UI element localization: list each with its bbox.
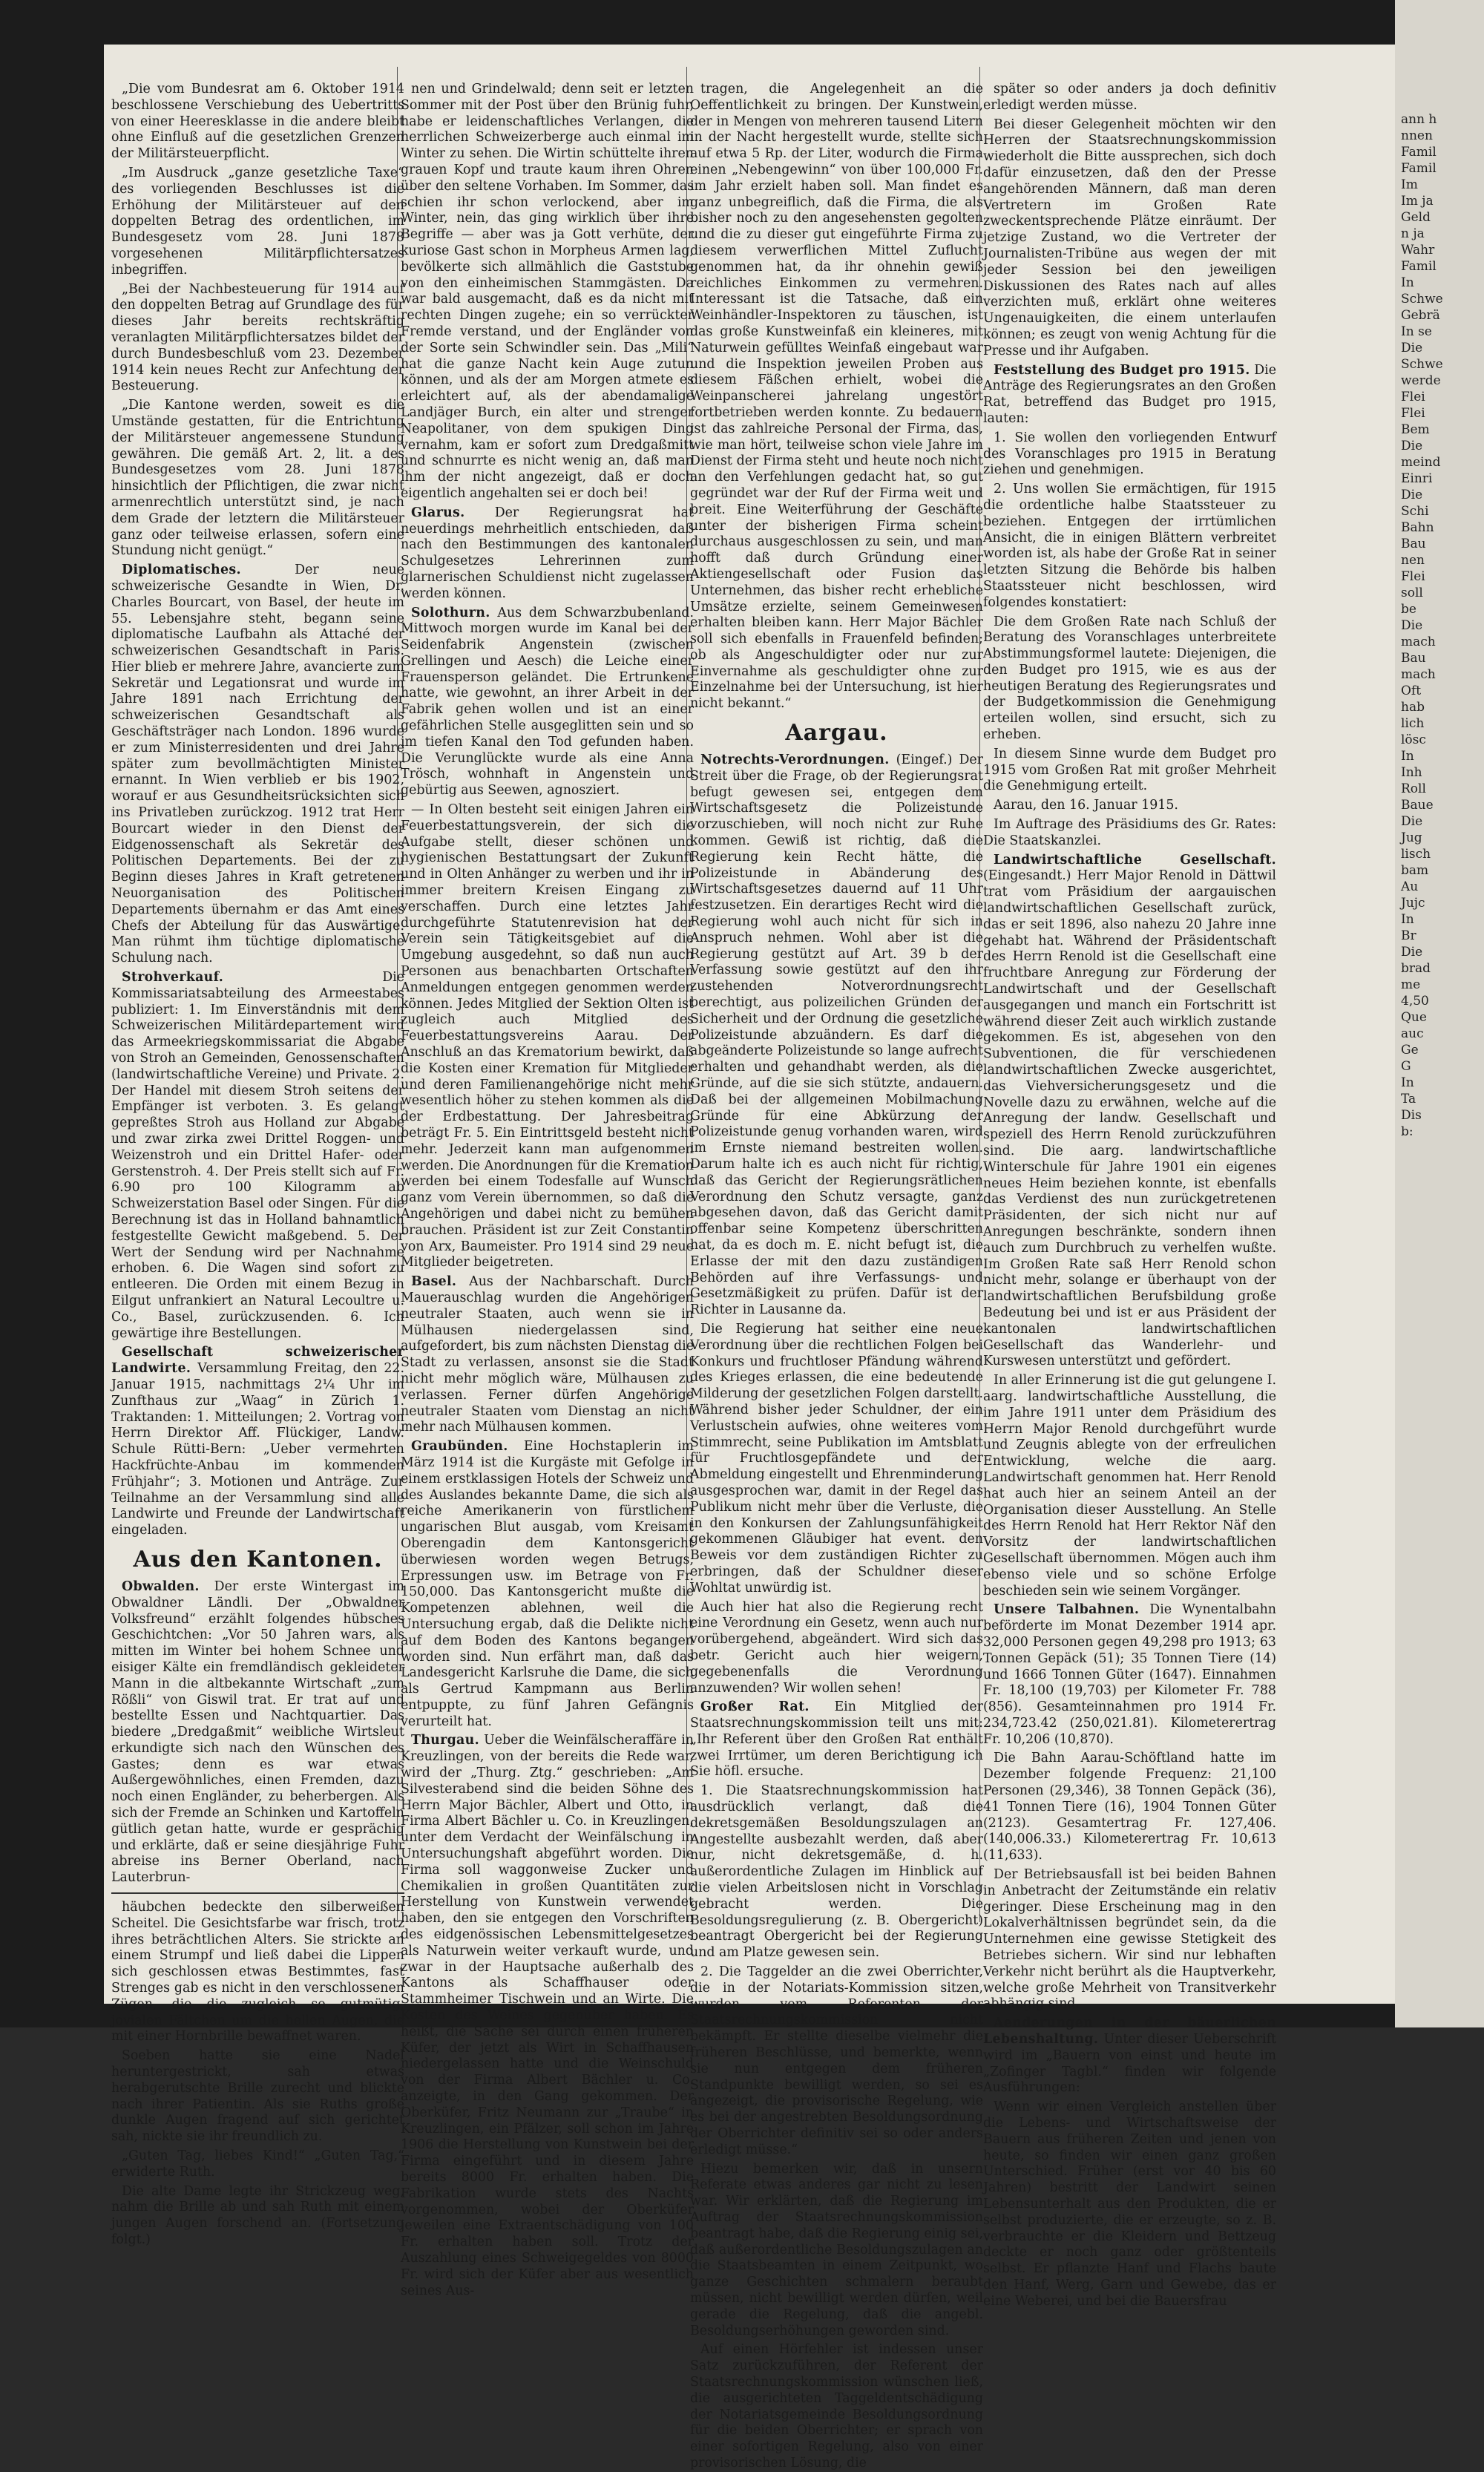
article-heading: Unsere Talbahnen. [994,1602,1140,1618]
article-heading: Solothurn. [411,605,490,620]
article [983,363,1276,427]
article-text: Unter dieser Ueberschrift wird im „Bauern von einst und heute im „Zofinger Tagbl.“ finden wir folgende Ausführungen: [983,2032,1277,2096]
article-heading: Diplomatisches. [122,563,241,578]
article [111,970,404,1342]
article-text: Die Wynentalbahn beförderte im Monat Dezember 1914 apr. 32,000 Personen gegen 49,298 pro 1913; 63 Tonnen Gepäck (51); 35 Tonnen Tiere (14) und 1666 Tonnen Güter (1647). Einnahmen Fr. 18,100 (19,703) per Kilometer Fr. 788 (856). Gesamteinnahmen pro 1914 Fr. 234,723.42 (250,021.81). Kilometerertrag Fr. 10,206 (10,870). [983,1602,1276,1747]
article-text: (Eingesandt.) Herr Major Renold in Dättwil trat vom Präsidium der aargauischen landwirtschaftlichen Gesellschaft zurück, das er seit 1896, also nahezu 20 Jahre inne gehabt hat. Während der Präsidentschaft des Herrn Renold ist die Gesellschaft eine fruchtbare Anregung zur Förderung der Landwirtschaft und der Gesellschaft ausgegangen und manch ein Fortschritt ist während dieser Zeit auch wirklich zustande gekommen. Es ist, abgesehen von den Subventionen, die für verschiedenen landwirtschaftlichen Zwecke ausgerichtet, das Viehversicherungsgesetz und die Novelle dazu zu erwähnen, welche auf die Anregung der landw. Gesellschaft und speziell des Herrn Renold zurückzuführen sind. Die aarg. landwirtschaftliche Winterschule für Jahre 1901 ein eigenes neues Heim beziehen konnte, ist ebenfalls das Verdienst des nun zurückgetretenen Präsidenten, der sich nicht nur auf Anregungen beschränkte, sondern ihnen auch zum Durchbruch zu verhelfen wußte. Im Großen Rate saß Herr Renold schon nicht mehr, solange er überhaupt von der landwirtschaftlichen Berufsbildung große Bedeutung bei und ist er aus Präsident der kantonalen landwirtschaftlichen Gesellschaft das Wanderlehr- und Kurswesen unterstützt und gefördert. [983,868,1276,1369]
paragraph: „Die vom Bundesrat am 6. Oktober 1914 beschlossene Verschiebung des Uebertritts von einer Heeresklasse in die andere bleibt ohne Einfluß auf die gesetzlichen Grenzen der Militärsteuerpflicht. [111,82,404,162]
column-1 [111,82,405,2247]
article-text: Der neue schweizerische Gesandte in Wien, Dr. Charles Bourcart, von Basel, der heute im 55. Lebensjahre steht, begann seine diplomatische Laufbahn als Attaché der schweizerischen Gesandtschaft in Paris. Hier blieb er mehrere Jahre, avancierte zum Sekretär und Legationsrat und wurde im Jahre 1891 nach Errichtung der schweizerischen Gesandtschaft als Geschäftsträger nach London. 1896 wurde er zum Ministerresidenten und drei Jahre später zum bevollmächtigten Minister ernannt. In Wien verblieb er bis 1902, worauf er aus Gesundheitsrücksichten sich ins Privatleben zurückzog. 1912 trat Herr Bourcart wieder in den Dienst der Eidgenossenschaft als Sekretär des Politischen Departements. Bei der zu Beginn dieses Jahres in Kraft getretenen Neuorganisation des Politischen Departements übernahm er das Amt eines Chefs der Abteilung für das Auswärtige. Man rühmt ihm tüchtige diplomatische Schulung nach. [111,563,405,966]
article-text: Die Kommissariatsabteilung des Armeestabes publiziert: 1. Im Einverständnis mit dem Schweizerischen Militärdepartement wird das Armeekriegskommissariat die Abgabe von Stroh an Gemeinden, Genossenschaften (landwirtschaftliche Vereine) und Private. 2. Der Handel mit diesem Stroh seitens der Empfänger ist verboten. 3. Es gelangt gepreßtes Stroh aus Holland zur Abgabe und zwar zirka zwei Drittel Roggen- und Weizenstroh und ein Drittel Hafer- oder Gerstenstroh. 4. Der Preis stellt sich auf Fr. 6.90 pro 100 Kilogramm ab Schweizerstation Basel oder Singen. Für die Berechnung ist das in Holland bahnamtlich festgestellte Gewicht maßgebend. 5. Der Wert der Sendung wird per Nachnahme erhoben. 6. Die Wagen sind sofort zu entleeren. Die Orden mit einem Bezug in Eilgut unfrankiert an Natural Lecoultre u. Co., Basel, zurückzusenden. 6. Ich gewärtige ihre Bestellungen. [111,970,404,1341]
paragraph: Die Bahn Aarau-Schöftland hatte im Dezember folgende Frequenz: 21,100 Personen (29,346), 38 Tonnen Gepäck (36), 41 Tonnen Tiere (16), 1904 Tonnen Güter (2123). Gesamtertrag Fr. 127,406. (140,006.33.) Kilometerertrag Fr. 10,613 (11,633). [983,1751,1276,1863]
dateline: Aarau, den 16. Januar 1915. [994,798,1178,813]
article-text: Die Anträge des Regierungsrates an den Großen Rat, betreffend das Budget pro 1915, lauten: [983,362,1276,426]
paragraph: Hiezu bemerken wir, daß in unsern Referate etwas anderes gar nicht zu lesen war. Wir erklärten, daß die Regierung im Auftrag der Staatsrechnungskommission beantragt habe, daß die Regierung einig sei, daß außerordentliche Besoldungszulagen an die Staatsbeamten in einem Zeitpunkt, wo ganze Geschichten schmalern beraubt müssen, nicht bewilligt werden dürfen, weil gerade die Regelung, daß die angebl. Besoldungserhöhungen geworden sind. [690,2161,983,2338]
article-text: Ueber die Weinfälscheraffäre in Kreuzlingen, von der bereits die Rede war, wird der „Thurg. Ztg.“ geschrieben: „Am Silvesterabend sind die beiden Söhne des Herrn Major Bächler, Albert und Otto, in Firma Albert Bächler u. Co. in Kreuzlingen, unter dem Verdacht der Weinfälschung in Untersuchungshaft abgeführt worden. Die Firma soll waggonweise Zucker und Chemikalien in großen Quantitäten zur Herstellung von Kunstwein verwendet haben, den sie entgegen den Vorschriften des eidgenössischen Lebensmittelgesetzes als Naturwein weiter verkauft wurde, und zwar in der Hauptsache außerhalb des Kantons als Schaffhauser oder Stammheimer Tischwein und an Wirte. Die Kosten des Weines gegenüber haben. Es heißt, die Sache sei durch einen früheren Küfer, der jetzt als Wirt in Schaffhausen niedergelassen hatte und die Weinschuld von der Firma Albert Bächler u. Co. anzeigte, in den Gang gekommen. Der Oberküfer, Fritz Neumann zur „Traube“ in Kreuzlingen, ein Pfälzer, soll schon im Jahre 1906 die Herstellung von Kunstwein bei der Firma eingeführt und in diesem Jahre bereits 8000 Fr. erhalten haben. Die Fabrikation wurde stets des Nachts vorgenommen, wobei der Oberküfer jeweilen eine Extraentschädigung von 100 Fr. erhalten haben soll. Trotz der Auszahlung eines Schweigegeldes von 8000 Fr. wird sich der Küfer aber aus wesentlich seines Aus- [401,1733,695,2298]
article [111,1579,404,1886]
paragraph: Die Regierung hat seither eine neue Verordnung über die rechtlichen Folgen bei Konkurs und fruchtloser Pfändung während des Krieges erlassen, die eine bedeutende Milderung der gesetzlichen Folgen darstellt. Während bisher jeder Schuldner, der ein Verlustschein aufwies, ohne weiteres vom Stimmrecht, seine Publikation im Amtsblatt für Fruchtlosgepfändete und der Abmeldung eingestellt und Ehrenminderung ausgesprochen war, damit in der Regel das Publikum nicht mehr über die Verluste, die in den Konkursen der Zahlungsunfähigkeit gekommenen Gläubiger hat event. den Beweis vor dem zuständigen Richter zu erbringen, daß der Schuldner dieser Wohltat unwürdig ist. [690,1321,983,1596]
paragraph: „Bei der Nachbesteuerung für 1914 auf den doppelten Betrag auf Grundlage des für dieses Jahr bereits rechtskräftig veranlagten Militärpflichtersatzes bildet der durch Bundesbeschluß vom 23. Dezember 1914 kein neues Recht zur Anfechtung der Besteuerung. [111,281,404,394]
column-2 [401,82,695,2298]
paragraph: Auch hier hat also die Regierung recht eine Verordnung ein Gesetz, wenn auch nur vorübergehend, abgeändert. Wird sich das betr. Gericht auch hier weigern, gegebenenfalls die Verordnung anzuwenden? Wir wollen sehen! [690,1599,983,1696]
article-text: Aus dem Schwarzbubenland. Mittwoch morgen wurde im Kanal bei der Seidenfabrik Angenstein (zwischen Grellingen und Aesch) die Leiche einer Frauensperson geländet. Die Ertrunkene hatte, wie gewohnt, an ihrer Arbeit in der Fabrik gehen wollen und ist an einer gefährlichen Stelle ausgeglitten sein und so im tiefen Kanal den Tod gefunden haben. Die Verunglückte wurde als eine Anna Trösch, wohnhaft in Angenstein und gebürtig aus Seewen, agnosziert. [401,605,694,799]
article-heading: Strohverkauf. [122,970,224,986]
feuilleton-paragraph: häubchen bedeckte den silberweißen Scheitel. Die Gesichtsfarbe war frisch, trotz ihres beträchtlichen Alters. Sie strickte an einem Strumpf und ließ dabei die Lippen sich geschlossen etwas Bestimmtes, fast Strenges gab es nicht in den verschlossenen Zügen, die die zugleich so gutmütig, jovialen Fältchen um die hellen Augen, die mit einer Hornbrille bewaffnet waren. [111,1900,404,2045]
paragraph: — In Olten besteht seit einigen Jahren ein Feuerbestattungsverein, der sich die Aufgabe stellt, dieser schönen und hygienischen Bestattungsart der Zukunft und in Olten Anhänger zu werben und ihr in immer breitern Kreisen Eingang zu verschaffen. Durch eine letztes Jahr durchgeführte Statutenrevision hat der Verein sein Tätigkeitsgebiet auf die Umgebung ausgedehnt, so daß nun auch Personen aus benachbarten Ortschaften Anmeldungen entgegen genommen werden können. Jedes Mitglied der Sektion Olten ist zugleich auch Mitglied des Feuerbestattungsvereins Aarau. Der Anschluß an das Krematorium bewirkt, daß die Kosten einer Kremation für Mitglieder und deren Familienangehörige nicht mehr wesentlich höher zu stehen kommen als die der Erdbestattung. Der Jahresbeitrag beträgt Fr. 5. Ein Eintrittsgeld besteht nicht mehr. Jederzeit kann man aufgenommen werden. Die Anordnungen für die Kremation werden bei einem Todesfalle auf Wunsch ganz vom Verein übernommen, so daß die Angehörigen und dabei nicht zu bemühen brauchen. Präsident ist zur Zeit Constantin von Arx, Baumeister. Pro 1914 sind 29 neue Mitglieder beigetreten. [401,802,694,1271]
article [401,505,694,603]
article-heading: Großer Rat. [700,1699,810,1715]
paragraph: 1. Sie wollen den vorliegenden Entwurf des Voranschlages pro 1915 in Beratung ziehen und genehmigen. [983,430,1276,478]
article-text: Der Regierungsrat hat neuerdings mehrheitlich entschieden, daß nach den Bestimmungen des kantonalen Schulgesetzes Lehrerinnen zum glarnerischen Schuldienst nicht zugelassen werden können. [401,505,694,601]
article-text: Versammlung Freitag, den 22. Januar 1915, nachmittags 2¼ Uhr im Zunfthaus zur „Waag“ in Zürich 1. Traktanden: 1. Mitteilungen; 2. Vortrag von Herrn Direktor Aff. Flückiger, Landw. Schule Rütti-Bern: „Ueber vermehrten Hackfrüchte-Anbau im kommenden Frühjahr“; 3. Motionen und Anträge. Zur Teilnahme an der Versammlung sind alle Landwirte und Freunde der Landwirtschaft eingeladen. [111,1361,405,1538]
article [111,1345,404,1539]
article [111,563,404,967]
article-text: Aus der Nachbarschaft. Durch Mauerauschlag wurden die Angehörigen neutraler Staaten, auch wenn sie in Mülhausen niedergelassen sind, aufgefordert, bis zum nächsten Dienstag die Stadt zu verlassen, ansonst sie die Stadt nicht mehr möglich wäre, Mülhausen zu verlassen. Ferner dürfen Angehörige neutraler Staaten vom Dienstag an nicht mehr nach Mülhausen kommen. [401,1274,694,1435]
column-4 [983,82,1277,2309]
article [401,1439,694,1730]
paragraph: Die dem Großen Rate nach Schluß der Beratung des Voranschlages unterbreitete Abstimmungsformel lautete: Diejenigen, die den Budget pro 1915, wie es aus der heutigen Beratung des Regierungsrates und der Budgetkommission die Genehmigung erteilen wollen, sind ersucht, sich zu erheben. [983,614,1276,743]
article-text: (Eingef.) Der Streit über die Frage, ob der Regierungsrat befugt gewesen sei, entgegen dem Wirtschaftsgesetz die Polizeistunde vorzuschieben, will noch nicht zur Ruhe kommen. Gewiß ist richtig, daß die Regierung kein Recht hätte, die Polizeistunde in Abänderung des Wirtschaftsgesetzes dauernd auf 11 Uhr festzusetzen. Ein derartiges Recht wird die Regierung wohl auch nicht für sich in Anspruch nehmen. Wohl aber ist die Regierung gestützt auf Art. 39 b der Verfassung sowie gestützt auf den ihr zustehenden Notverordnungsrecht berechtigt, aus polizeilichen Gründen der Sicherheit und der Ordnung die gesetzliche Polizeistunde abzuändern. Es darf die abgeänderte Polizeistunde so lange aufrecht erhalten und gehandhabt werden, als die Gründe, auf die sie sich stützte, andauern. Daß bei der allgemeinen Mobilmachung Gründe für eine Abkürzung der Polizeistunde genug vorhanden waren, wird im Ernste niemand bestreiten wollen. Darum halte ich es auch nicht für richtig, daß das Gericht der Regierungsrätlichen Verordnung den Schutz versagte, ganz abgesehen davon, daß das Gericht damit offenbar seine Kompetenz überschritten hat, da es doch m. E. nicht befugt ist, die Erlasse der mit den dazu zuständigen Behörden auf ihre Verfassungs- und Gesetzmäßigkeit zu prüfen. Dafür ist der Richter in Lausanne da. [690,753,983,1318]
feuilleton-paragraph: „Guten Tag, liebes Kind!“ „Guten Tag,“ erwiderte Ruth. [111,2148,404,2180]
paragraph: 1. Die Staatsrechnungskommission hat ausdrücklich verlangt, daß die dekretsgemäßen Besoldungszulagen an Angestellte ausbezahlt werden, daß aber nur, nicht dekretsgemäße, d. h. außerordentliche Zulagen im Hinblick auf die vielen Arbeitslosen nicht in Vorschlag gebracht werden. Die Besoldungsregulierung (z. B. Obergericht) beantragt Obergericht bei der Regierung und am Platze gewesen sein. [690,1783,983,1961]
paragraph: „Die Kantone werden, soweit es die Umstände gestatten, für die Entrichtung der Militärsteuer angemessene Stundung gewähren. Die gemäß Art. 2, lit. a des Bundesgesetzes vom 28. Juni 1878 hinsichtlich der Pflichtigen, die zwar nicht armenrechtlich unterstützt sind, je nach dem Grade der letztern die Militärsteuer ganz oder teilweise erlassen, sofern eine Stundung nicht genügt.“ [111,398,404,559]
article [401,606,694,800]
article-heading: Aenderungen in der bäuerlichen Lebenshaltung. [983,2016,1276,2048]
paragraph: In aller Erinnerung ist die gut gelungene I. aarg. landwirtschaftliche Ausstellung, die im Jahre 1911 unter dem Präsidium des Herrn Major Renold durchgeführt wurde und Zeugnis ablegte von der erfreulichen Entwicklung, welche die aarg. Landwirtschaft genommen hat. Herr Renold hat auch hier an seinem Anteil an der Organisation dieser Ausstellung. An Stelle des Herrn Renold hat Herr Rektor Näf den Vorsitz der landwirtschaftlichen Gesellschaft übernommen. Mögen auch ihm ebenso viele und so schöne Erfolge beschieden sein wie seinem Vorgänger. [983,1373,1276,1599]
article-heading: Graubünden. [411,1439,508,1455]
paragraph: Bei dieser Gelegenheit möchten wir den Herren der Staatsrechnungskommission wiederholt die Bitte aussprechen, sich doch dafür einzusetzen, daß den der Presse angehörenden Männern, daß man deren Vertretern im Großen Rate zweckentsprechende Plätze einräumt. Der jetzige Zustand, wo die Vertreter der Journalisten-Tribüne aus wegen der mit jeder Session bei den jeweiligen Diskussionen des Rates nach auf alles verzichten muß, erklärt ohne weiteres Ungenauigkeiten, die einem unterlaufen können; es zeugt von wenig Achtung für die Presse und ihr Aufgaben. [983,117,1276,358]
article-heading: Obwalden. [122,1578,200,1594]
feuilleton-paragraph: Die alte Dame legte ihr Strickzeug weg, nahm die Brille ab und sah Ruth mit einem jungen Augen forschend an. (Fortsetzung folgt.) [111,2183,404,2247]
article [690,1699,983,1780]
signature-line: Im Auftrage des Präsidiums des Gr. Rates: Die Staatskanzlei. [983,817,1276,848]
article [983,2016,1276,2096]
paragraph: 2. Uns wollen Sie ermächtigen, für 1915 die ordentliche halbe Staatssteuer zu beziehen. Entgegen der irrtümlichen Ansicht, die in einigen Blättern verbreitet worden ist, als habe der Große Rat in seiner letzten Sitzung die Behörde bis halben Staatssteuer nicht beschlossen, wird folgendes konstatiert: [983,482,1276,610]
article-heading: Notrechts-Verordnungen. [700,753,890,768]
paragraph: Auf einen Hörfehler ist indessen unser Satz zurückzuführen, der Referent der Staatsrechnungskommission wünschen ließ, die ausgerichteten Taggeldentschädigung der Notariatsgemeinde Besoldungsordnung für die beiden Oberrichter; er sprach von einer sofortigen Regelung, also von einer provisorischen Lösung, die [690,2342,983,2471]
article-heading: Thurgau. [411,1733,479,1748]
article [983,1602,1276,1748]
paragraph: Der Betriebsausfall ist bei beiden Bahnen in Anbetracht der Zeitumstände ein relativ geringer. Diese Erscheinung mag in den Lokalverhältnissen begründet sein, da die Unternehmen eine gewisse Stetigkeit des Betriebes sichern. Wir sind nur lebhaften Verkehr nicht berührt als die Hauptverkehr, welche große Mehrheit von Transitverkehr abhängig sind. [983,1867,1276,2012]
section-heading: Aus den Kantonen. [133,1546,383,1573]
divider [111,1892,404,1894]
article-text: Eine Hochstaplerin im März 1914 ist die Kurgäste mit Gefolge in einem erstklassigen Hotels der Schweiz und des Auslandes bekannte Dame, die sich als reiche Amerikanerin von fürstlichem ungarischen Blut ausgab, vom Kreisamt Oberengadin dem Kantonsgericht überwiesen worden wegen Betrugs, Erpressungen usw. im Betrage von Fr. 150,000. Das Kantonsgericht mußte die Kompetenzen ablehnen, weil die Untersuchung ergab, daß die Delikte nicht auf dem Boden des Kantons begangen worden sind. Nun erfährt man, daß das Landesgericht Karlsruhe die Dame, die sich als Gertrud Kampmann aus Berlin entpuppte, zu fünf Jahren Gefängnis verurteilt hat. [401,1439,695,1729]
paragraph: nen und Grindelwald; denn seit er letzten Sommer mit der Post über den Brünig fuhr, habe er leidenschaftliches Verlangen, die herrlichen Schweizerberge auch einmal im Winter zu sehen. Die Wirtin schüttelte ihren grauen Kopf und traute kaum ihren Ohren über den seltene Vorhaben. Im Sommer, das schien ihr schon verlockend, aber im Winter, nein, das ging wirklich über ihre Begriffe — aber was ja Gott verhüte, der kuriose Gast schon in Morpheus Armen lag, bevölkerte sich allmählich die Gaststube von den einheimischen Stammgästen. Da war bald ausgemacht, daß es da nicht mit rechten Dingen zugehe; ein so verrückter Fremde verstand, und der Engländer von der Sorte sein Schwindler sein. Das „Mili“ hat die ganze Nacht kein Auge zutun können, und als der am Morgen atmete es erleichtert auf, als der abendamalige Landjäger Burch, ein alter und strenger Neapolitaner, von dem spukigen Ding vernahm, kam er sofort zum Dredgaßmitt und schnurrte es nicht wenig an, daß man ihm der nicht angezeigt, daß er doch eigentlich angehalten sei er doch bei! [401,82,694,501]
article [401,1733,694,2299]
edge-text: ann h nnen Famil Famil Im Im ja Geld n ja Wahr Famil In Schwe Gebrä In se Die Schwe werde Flei Flei Bem Die meind Einri Die Schi Bahn Bau nen Flei soll be Die mach Bau mach Oft hab lich lösc In Inh Roll Baue Die Jug lisch bam Au Jujc In Br Die brad me 4,50 Que auc Ge G In Ta Dis b: [1401,112,1443,1139]
article [401,1274,694,1436]
article-heading: Glarus. [411,505,465,520]
article-heading: Gesellschaft schweizerischer Landwirte. [111,1345,404,1377]
paragraph: In diesem Sinne wurde dem Budget pro 1915 vom Großen Rat mit großer Mehrheit die Genehmigung erteilt. [983,746,1276,794]
feuilleton-paragraph: Soeben hatte sie eine Nadel heruntergestrickt, sah etwas herabgerutschte Brille zurecht und blickte nach ihrer Patientin. Als sie Ruths große dunkle Augen fragend auf sich gerichtet sah, nickte sie ihr freundlich zu. [111,2048,404,2145]
paragraph: Wenn wir einen Vergleich anstellen über die Lebens- und Wirtschaftsweise der Bauern aus früheren Zeiten und jenen von heute, so finden wir einen ganz großen Unterschied. Früher (erst vor 40 bis 60 Jahren) bestritt der Landwirt seinen Lebensunterhalt aus den Produkten, die er selbst produzierte, die er erzeugte, so z. B. verbrauchte er die Kleidern und Bettzeug deckte er noch ganz oder größtenteils selbst. Er pflanzte Hanf und Flachs baute den Hanf, Werg, Garn und Gewebe, das er eine Weberei, und bei die Bauersfrau [983,2099,1276,2309]
article-heading: Basel. [411,1274,457,1290]
paragraph: tragen, die Angelegenheit an die Oeffentlichkeit zu bringen. Der Kunstwein, der in Mengen von mehreren tausend Litern in der Nacht hergestellt wurde, stellte sich auf etwa 5 Rp. der Liter, wodurch die Firma einen „Nebengewinn“ von über 100,000 Fr. im Jahr erzielt haben soll. Man findet es ganz unbegreiflich, daß die Firma, die als bisher noch zu den angesehensten gegolten und die zu dieser gut eingeführte Firma zu diesem verwerflichen Mittel Zuflucht genommen hat, da ihr ohnehin gewiß reichliches Einkommen zu vermehren. Interessant ist die Tatsache, daß ein Weinhändler-Inspektoren zu täuschen, ist das große Kunstweinfaß ein kleineres, mit Naturwein gefülltes Weinfaß eingebaut war und die Inspektion jeweilen Proben aus diesem Fäßchen erhielt, wobei die Weinpanscherei jahrelang ungestört fortbetrieben werden konnte. Zu bedauern ist das zahlreiche Personal der Firma, das, wie man hört, teilweise schon viele Jahre im Dienst der Firma steht und heute noch nicht an den Verfehlungen gedacht hat, so gut gegründet war der Ruf der Firma weit und breit. Eine Weiterführung der Geschäfte unter der bisherigen Firma scheint durchaus ausgeschlossen zu sein, und man hofft daß durch Gründung einer Aktiengesellschaft oder Fusion das Unternehmen, das bisher recht erhebliche Umsätze erzielte, seinem Gemeinwesen erhalten bleiben kann. Herr Major Bächler soll sich ebenfalls in Frauenfeld befinden; ob als Angeschuldigter oder nur zur Einvernahme als geschuldigter ohne zur Einzelnahme bei der Untersuchung, ist hier nicht bekannt.“ [690,82,983,712]
article [983,853,1276,1371]
article-text: Ein Mitglied der Staatsrechnungskommission teilt uns mit: „Ihr Referent über den Großen Rat enthält zwei Irrtümer, um deren Berichtigung ich Sie höfl. ersuche. [690,1699,983,1780]
paragraph: 2. Die Taggelder an die zwei Oberrichter, die in der Notariats-Kommission sitzen, wurden vom Referenten der Staatsrechnungskommission nicht bekämpft. Er stellte dieselbe vielmehr die früheren Beschlüsse, und bemerkte, wenn sie nun entgegen dem früheren Standpunkte bewilligt werden, so sei es angezeigt, die provisorische Regelung, wie es bei der angestrebten Besoldungsordnung der Oberrichter definitiv sei so oder anders erledigt müsse.“ [690,1964,983,2157]
paragraph: „Im Ausdruck „ganze gesetzliche Taxe“ des vorliegenden Beschlusses ist die Erhöhung der Militärsteuer auf den doppelten Betrag des ordentlichen, im Bundesgesetz vom 28. Juni 1878 vorgesehenen Militärpflichtersatzes inbegriffen. [111,165,404,278]
article-text: Der erste Wintergast im Obwaldner Ländli. Der „Obwaldner Volksfreund“ erzählt folgendes hübsches Geschichtchen: „Vor 50 Jahren wars, als mitten im Winter bei hohem Schnee und eisiger Kälte ein fremdländisch gekleideter Mann in die altbekannte Wirtschaft „zum Rößli“ von Giswil trat. Er trat auf und bestellte Essen und Nachtquartier. Das biedere „Dredgaßmit“ weibliche Wirtsleut erkundigte sich nach den Wünschen des Gastes; denn es war etwas Außergewöhnliches, einen Fremden, dazu noch einen Engländer, zu beherbergen. Als sich der Fremde an Schinken und Kartoffeln gütlich getan hatte, wurde er gesprächig und erklärte, daß er seine diesjährige Fuhr abreise ins Berner Oberland, nach Lauterbrun- [111,1578,404,1886]
column-3 [690,82,983,2471]
article [690,753,983,1319]
article-heading: Feststellung des Budget pro 1915. [994,362,1250,378]
article-heading: Landwirtschaftliche Gesellschaft. [994,852,1276,868]
next-page-edge [1395,0,1484,2027]
section-heading: Aargau. [785,720,888,747]
paragraph: später so oder anders ja doch definitiv erledigt werden müsse. [983,82,1276,113]
